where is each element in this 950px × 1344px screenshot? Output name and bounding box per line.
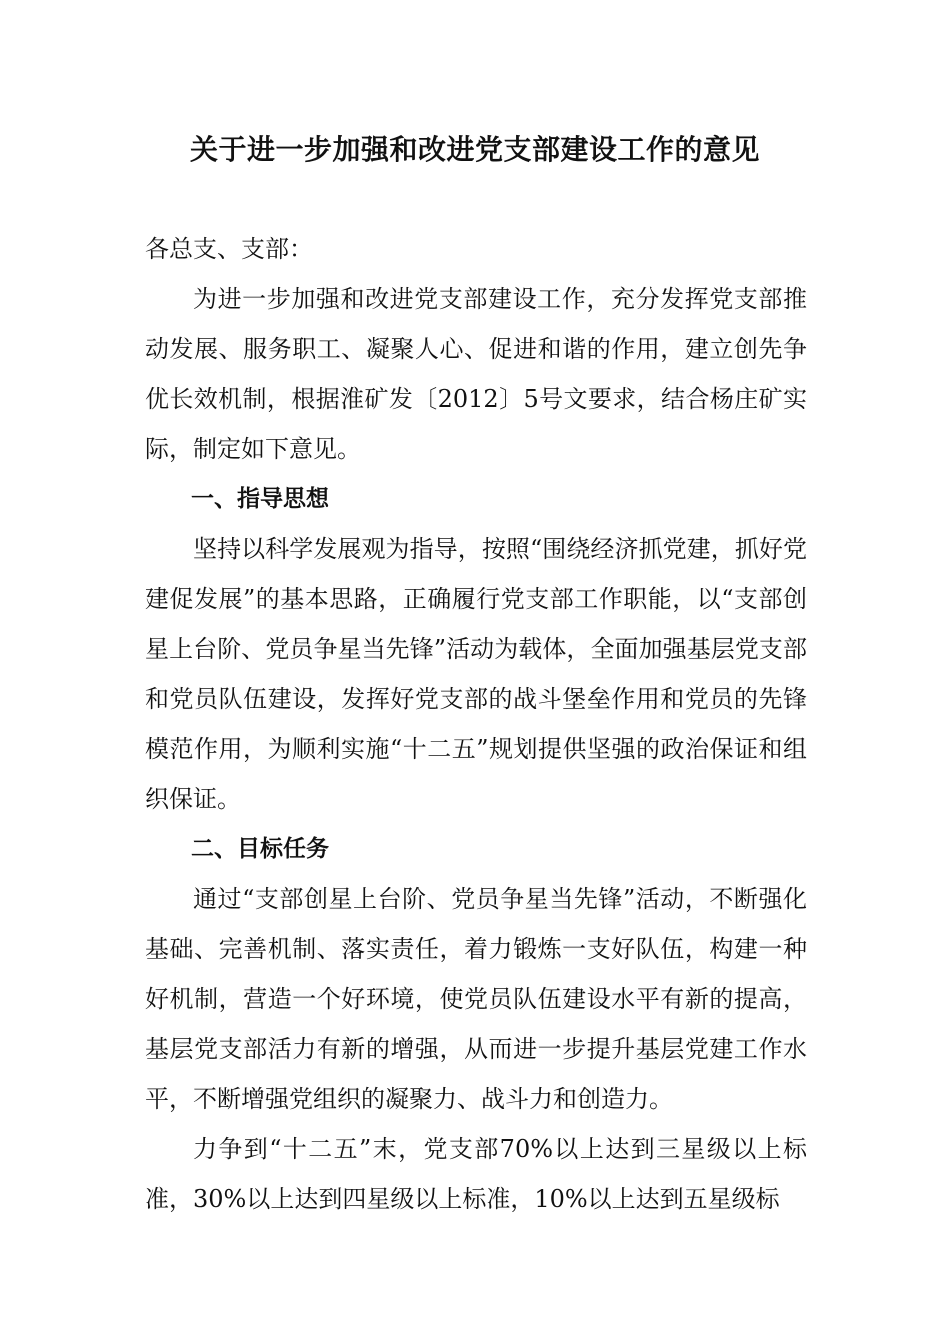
salutation: 各总支、支部： [145, 235, 313, 263]
intro-paragraph: 为进一步加强和改进党支部建设工作，充分发挥党支部推动发展、服务职工、凝聚人心、促进和谐的作用，建立创先争优长效机制，根据淮矿发〔2012〕5号文要求，结合杨庄矿实际，制定如下意见。 [145, 285, 807, 463]
document-body [145, 224, 807, 1224]
guiding-ideology-paragraph: 坚持以科学发展观为指导，按照“围绕经济抓党建，抓好党建促发展”的基本思路，正确履行党支部工作职能，以“支部创星上台阶、党员争星当先锋”活动为载体，全面加强基层党支部和党员队伍建设，发挥好党支部的战斗堡垒作用和党员的先锋模范作用，为顺利实施“十二五”规划提供坚强的政治保证和组织保证。 [145, 535, 807, 813]
section-heading-goals-tasks: 二、目标任务 [191, 836, 329, 862]
document-title: 关于进一步加强和改进党支部建设工作的意见 [189, 133, 760, 166]
goals-tasks-paragraph: 通过“支部创星上台阶、党员争星当先锋”活动，不断强化基础、完善机制、落实责任，着力锻炼一支好队伍，构建一种好机制，营造一个好环境，使党员队伍建设水平有新的提高，基层党支部活力有新的增强，从而进一步提升基层党建工作水平，不断增强党组织的凝聚力、战斗力和创造力。 [145, 885, 807, 1113]
section-heading-guiding-ideology: 一、指导思想 [191, 486, 329, 512]
targets-paragraph: 力争到“十二五”末，党支部70%以上达到三星级以上标准，30%以上达到四星级以上标准，10%以上达到五星级标 [145, 1135, 807, 1213]
